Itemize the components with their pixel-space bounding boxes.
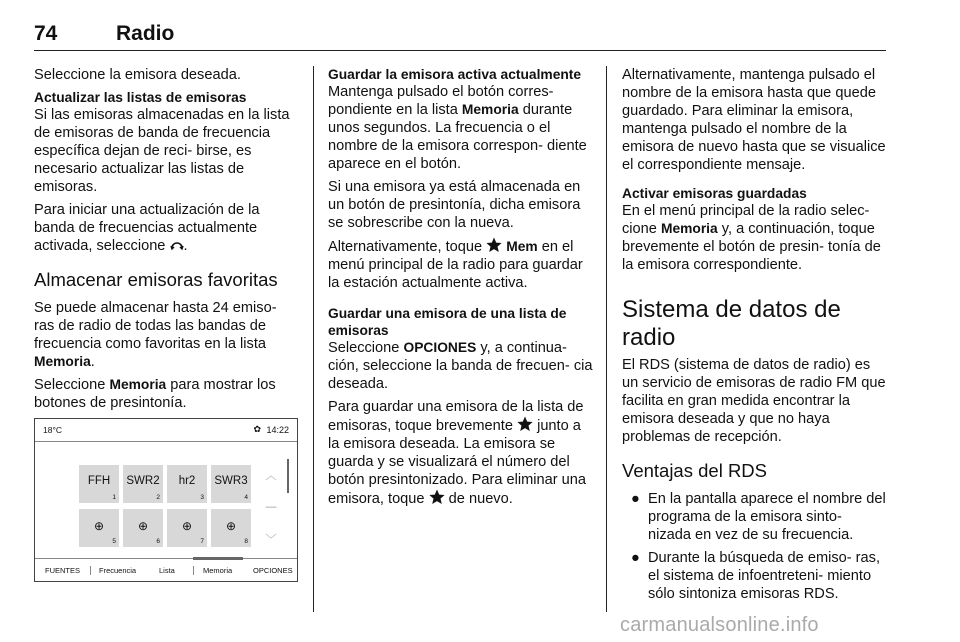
preset-button[interactable]: SWR3 4 [211,465,251,503]
star-icon [486,237,502,253]
activate-saved-text: En el menú principal de la radio selec‑ cione Memoria y, a continuación, toque brevemente el botón de presin‑ tonía de la emisora correspondiente. [622,203,881,273]
preset-button[interactable]: ⊕ 6 [123,509,163,547]
column-1 [34,66,296,417]
display-tab-bar [35,558,297,581]
save-active-text: Mantenga pulsado el botón corres‑ pondiente en la lista Memoria durante unos segundos. La frecuencia o el nombre de la emisora correspon‑ diente aparece en el botón. [328,84,587,172]
tab-fuentes[interactable]: FUENTES [45,566,81,575]
update-icon [170,238,184,252]
preset-button[interactable]: ⊕ 8 [211,509,251,547]
column-3 [622,66,886,608]
update-lists-text: Si las emisoras almacenadas en la lista de emisoras de banda de frecuencia específica dejan de reci‑ birse, es necesario actualizar las listas de emisoras. [34,107,290,195]
activate-saved-heading: Activar emisoras guardadas [622,186,807,201]
rds-text: El RDS (sistema de datos de radio) es un servicio de emisoras de radio FM que facilita en gran medida encontrar la emisora deseada y que no haya problemas de recepción. [622,357,886,445]
tab-lista[interactable]: Lista [159,566,175,575]
clock-readout: 14:22 [266,425,289,435]
radio-display-illustration [34,418,298,582]
tab-memoria[interactable]: Memoria [203,566,233,575]
page-number: 74 [34,22,58,45]
favorites-text: Se puede almacenar hasta 24 emiso‑ ras de radio de todas las bandas de frecuencia como favoritas en la lista Memoria. [34,300,277,370]
save-star-text: Para guardar una emisora de la lista de emisoras, toque brevemente junto a la emisora deseada. La emisora se guarda y se visualizará el número del botón presintonizado. Para eliminar una emisora, toque de nuevo. [328,399,586,507]
list-item: ● En la pantalla aparece el nombre del programa de la emisora sinto‑ nizada en vez de su frecuencia. [631,491,886,543]
bullet-icon: ● [631,491,640,507]
preset-grid [79,465,251,551]
favorites-heading: Almacenar emisoras favoritas [34,269,278,290]
rds-heading: Sistema de datos de radio [622,296,841,351]
tab-divider [193,566,194,575]
preset-button[interactable]: SWR2 2 [123,465,163,503]
status-bar-divider [35,441,297,442]
chevron-up-icon[interactable]: ︿ [265,470,277,482]
list-item: ● Durante la búsqueda de emiso‑ ras, el sistema de infoentreteni‑ miento sólo sintoniza emisoras RDS. [631,550,881,602]
bullet-icon: ● [631,550,640,566]
add-icon: ⊕ [181,519,193,533]
preset-button[interactable]: ⊕ 5 [79,509,119,547]
tab-divider [90,566,91,575]
temperature-readout: 18°C [43,425,62,435]
active-tab-indicator [193,557,243,560]
add-icon: ⊕ [137,519,149,533]
select-memory-text: Seleccione Memoria para mostrar los botones de presintonía. [34,377,276,411]
overwrite-text: Si una emisora ya está almacenada en un botón de presintonía, dicha emisora se sobrescribe con la nueva. [328,179,581,231]
update-band-text: Para iniciar una actualización de la banda de frecuencias actualmente activada, seleccione . [34,202,260,254]
page-arrows [257,465,285,551]
section-title: Radio [116,22,175,45]
star-icon [517,416,533,432]
preset-button[interactable]: FFH 1 [79,465,119,503]
tab-frecuencia[interactable]: Frecuencia [99,566,137,575]
chevron-down-icon[interactable]: ﹀ [265,534,277,546]
save-from-list-text: Seleccione OPCIONES y, a continua‑ ción, seleccione la banda de frecuen‑ cia deseada. [328,340,593,392]
gear-icon: ✿ [253,424,261,434]
page-header [34,20,886,51]
save-from-list-heading: Guardar una emisora de una lista de emisoras [328,306,567,338]
scrollbar[interactable] [287,459,289,493]
add-icon: ⊕ [225,519,237,533]
column-divider [606,66,607,612]
page-indicator-icon: — [265,501,277,513]
intro-text: Seleccione la emisora deseada. [34,67,241,83]
column-2 [328,66,593,513]
mem-alternative-text: Alternativamente, toque Mem en el menú principal de la radio para guardar la estación actualmente activa. [328,239,583,291]
tab-opciones[interactable]: OPCIONES [253,566,293,575]
rds-advantages-heading: Ventajas del RDS [622,460,768,481]
hold-name-text: Alternativamente, mantenga pulsado el nombre de la emisora hasta que quede guardado. Para eliminar la emisora, mantenga pulsado el nombre de la emisora de nuevo hasta que se visualice el correspondiente mensaje. [622,67,886,173]
star-icon [429,489,445,505]
column-divider [313,66,314,612]
watermark: carmanualsonline.info [620,614,819,636]
update-lists-heading: Actualizar las listas de emisoras [34,90,247,105]
add-icon: ⊕ [93,519,105,533]
preset-button[interactable]: ⊕ 7 [167,509,207,547]
preset-button[interactable]: hr2 3 [167,465,207,503]
save-active-heading: Guardar la emisora activa actualmente [328,67,582,82]
